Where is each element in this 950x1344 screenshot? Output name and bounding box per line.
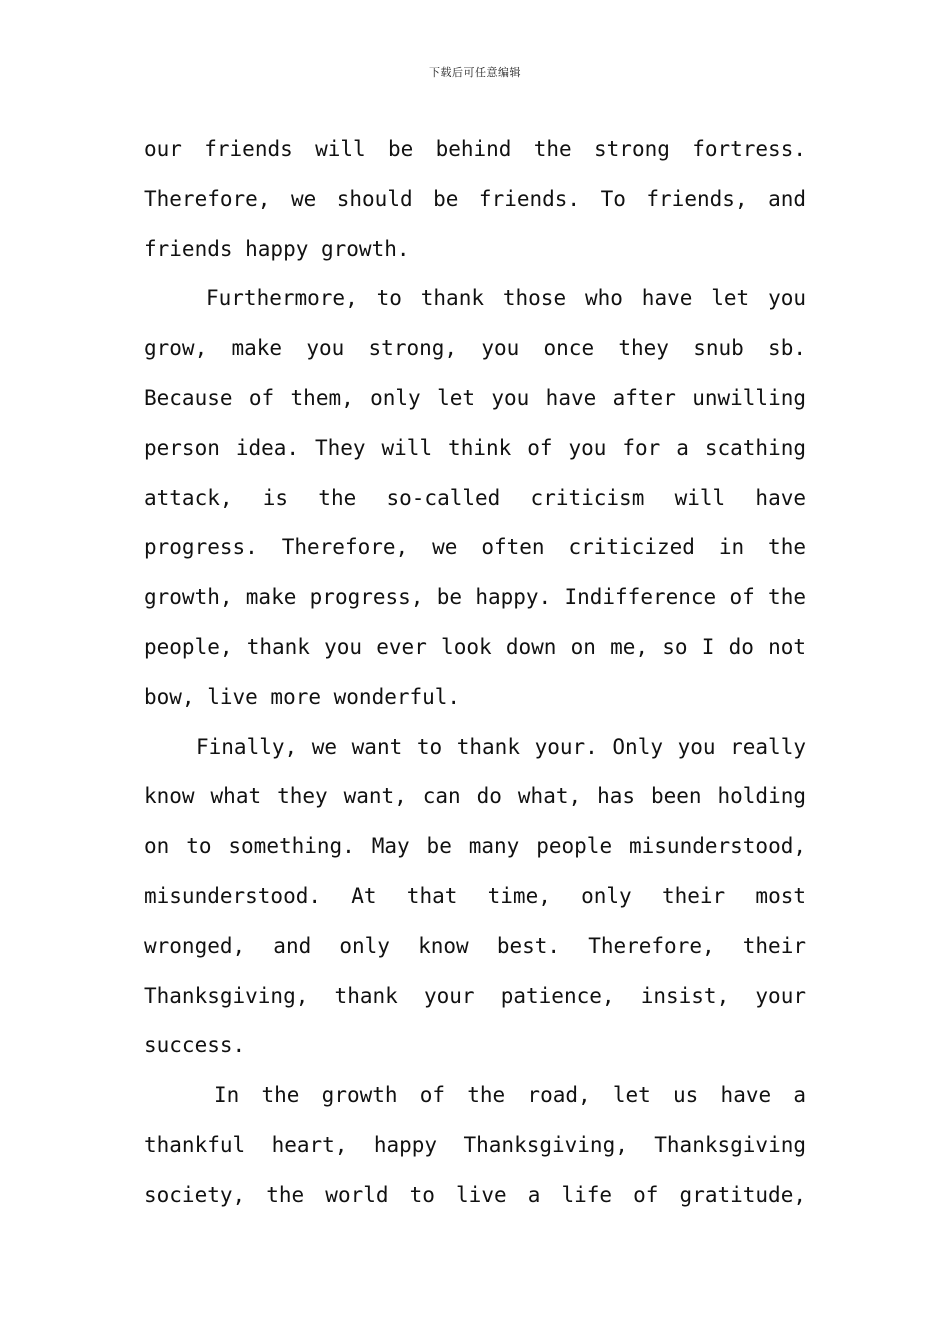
paragraph-3: Finally, we want to thank your. Only you really know what they want, can do what, has been holding on to something. May be many people misunderstood, misunderstood. At that time, only their most wronged, and only know best. Therefore, their Thanksgiving, thank your patience, insist, your success. xyxy=(144,734,806,1058)
document-body xyxy=(144,125,806,1221)
page-header: 下载后可任意编辑 xyxy=(429,66,521,79)
paragraph-1: our friends will be behind the strong fortress. Therefore, we should be friends. To friends, and friends happy growth. xyxy=(144,137,806,261)
paragraph-4: In the growth of the road, let us have a thankful heart, happy Thanksgiving, Thanksgiving society, the world to live a life of gratitude, xyxy=(144,1083,806,1207)
paragraph-2: Furthermore, to thank those who have let you grow, make you strong, you once they snub sb. Because of them, only let you have after unwilling person idea. They will think of you for a scathing attack, is the so-called criticism will have progress. Therefore, we often criticized in the growth, make progress, be happy. Indifference of the people, thank you ever look down on me, so I do not bow, live more wonderful. xyxy=(144,286,806,709)
